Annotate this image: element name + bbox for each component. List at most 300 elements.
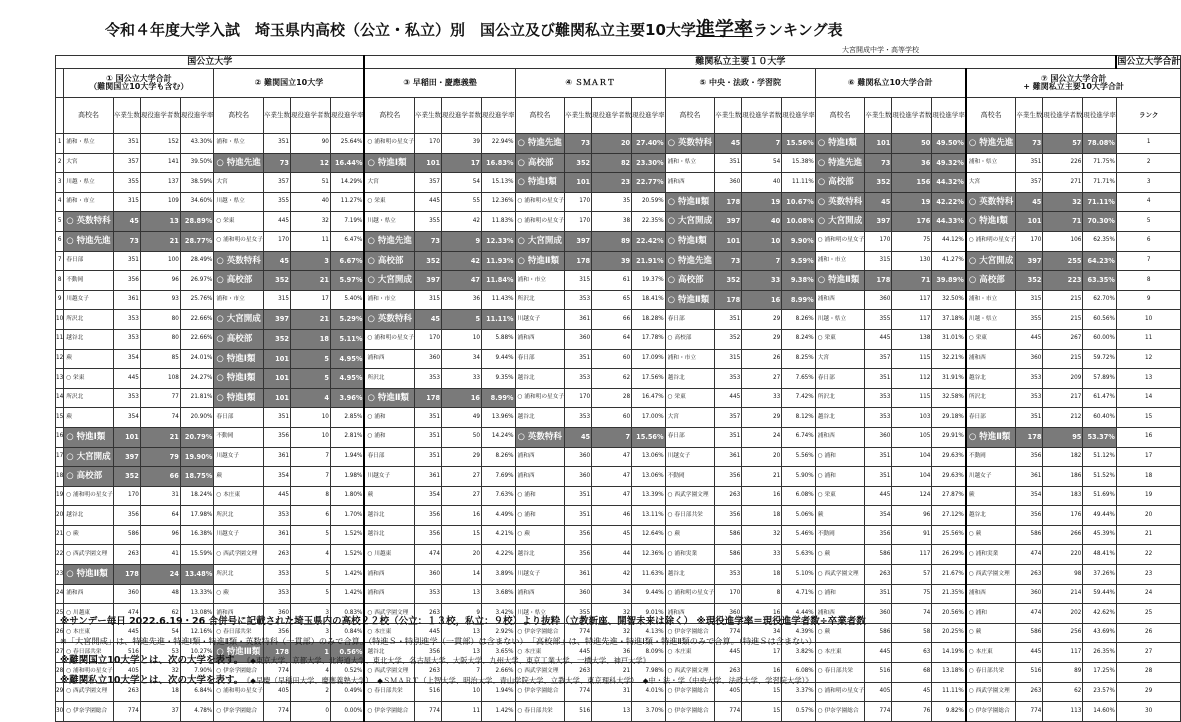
school-name-cell: 越谷北 bbox=[665, 369, 715, 389]
entrants-cell: 7 bbox=[592, 427, 632, 447]
grads-cell: 586 bbox=[715, 545, 742, 565]
grads-cell: 445 bbox=[565, 643, 592, 663]
school-name-cell: ○ 高校部 bbox=[815, 173, 865, 193]
entrants-cell: 32 bbox=[592, 623, 632, 643]
table-row bbox=[56, 290, 1181, 310]
grads-cell: 356 bbox=[415, 525, 442, 545]
school-name-cell: 蕨 bbox=[214, 467, 264, 487]
rate-header: 現役進学率 bbox=[330, 98, 364, 134]
school-header: 高校名 bbox=[364, 98, 414, 134]
entrants-cell: 93 bbox=[140, 290, 180, 310]
grads-cell: 353 bbox=[263, 506, 290, 526]
entrants-cell: 13 bbox=[592, 702, 632, 722]
grads-cell: 351 bbox=[263, 134, 290, 154]
entrants-cell: 28 bbox=[592, 388, 632, 408]
grads-cell: 353 bbox=[1016, 388, 1043, 408]
footer-line-2 bbox=[60, 632, 960, 652]
school-name-cell: 川越女子 bbox=[966, 467, 1016, 487]
rate-cell: 29.63% bbox=[932, 447, 966, 467]
rank-number: 30 bbox=[56, 702, 64, 722]
rate-cell: 42.22% bbox=[932, 192, 966, 212]
school-header: 高校名 bbox=[515, 98, 565, 134]
grads-cell: 73 bbox=[565, 134, 592, 154]
entrants-cell: 18 bbox=[742, 506, 782, 526]
school-name-cell: ○ 特進先進 bbox=[214, 153, 264, 173]
rank-number: 3 bbox=[56, 173, 64, 193]
entrants-cell: 57 bbox=[1043, 134, 1083, 154]
entrants-cell: 152 bbox=[140, 134, 180, 154]
rate-cell: 17.09% bbox=[632, 349, 666, 369]
entrants-cell: 271 bbox=[1043, 173, 1083, 193]
school-name-cell: 所沢北 bbox=[64, 388, 114, 408]
school-name-cell: ○ 特進Ⅰ類 bbox=[815, 134, 865, 154]
school-name-cell: 越谷北 bbox=[515, 408, 565, 428]
school-name-cell: 川越女子 bbox=[364, 467, 414, 487]
table-row bbox=[56, 486, 1181, 506]
table-row bbox=[56, 134, 1181, 154]
entrants-cell: 54 bbox=[442, 173, 482, 193]
grads-cell: 405 bbox=[715, 682, 742, 702]
rate-cell: 18.24% bbox=[180, 486, 214, 506]
rank-number-right: 21 bbox=[1116, 525, 1181, 545]
grads-cell: 353 bbox=[113, 310, 140, 330]
school-name-cell: ○ 高校部 bbox=[214, 329, 264, 349]
rate-cell: 32.50% bbox=[932, 290, 966, 310]
entrants-cell: 7 bbox=[290, 467, 330, 487]
grads-cell: 354 bbox=[263, 467, 290, 487]
entrants-cell: 19 bbox=[892, 192, 932, 212]
rate-cell: 7.19% bbox=[330, 212, 364, 232]
rank-number: 18 bbox=[56, 467, 64, 487]
rate-cell: 11.84% bbox=[482, 271, 516, 291]
grads-cell: 774 bbox=[565, 682, 592, 702]
rate-cell: 18.75% bbox=[180, 467, 214, 487]
rate-cell: 14.24% bbox=[482, 427, 516, 447]
entrants-cell: 47 bbox=[442, 271, 482, 291]
entrants-cell: 176 bbox=[892, 212, 932, 232]
entrants-cell: 44 bbox=[592, 545, 632, 565]
grads-cell: 361 bbox=[715, 447, 742, 467]
entrants-cell: 137 bbox=[140, 173, 180, 193]
school-name-cell: ○ 特進Ⅱ類 bbox=[64, 565, 114, 585]
rate-cell: 21.35% bbox=[932, 584, 966, 604]
rate-cell: 11.43% bbox=[482, 290, 516, 310]
school-name-cell: ○ 特進Ⅰ類 bbox=[364, 153, 414, 173]
rate-cell: 1.42% bbox=[330, 565, 364, 585]
rate-cell: 11.11% bbox=[932, 682, 966, 702]
rank-number-right: 26 bbox=[1116, 623, 1181, 643]
grads-cell: 170 bbox=[865, 231, 892, 251]
entrants-cell: 10 bbox=[442, 682, 482, 702]
grads-cell: 774 bbox=[715, 623, 742, 643]
school-name-cell: ○ 蕨 bbox=[815, 545, 865, 565]
school-name-cell: 所沢北 bbox=[64, 310, 114, 330]
school-name-cell: 浦和西 bbox=[364, 565, 414, 585]
school-name-cell: ○ 特進先進 bbox=[515, 134, 565, 154]
rank-number-right: 30 bbox=[1116, 702, 1181, 722]
grads-header: 卒業生数 bbox=[415, 98, 442, 134]
rank-number-right: 12 bbox=[1116, 349, 1181, 369]
grads-cell: 263 bbox=[415, 604, 442, 624]
grads-cell: 73 bbox=[715, 251, 742, 271]
table-row bbox=[56, 565, 1181, 585]
school-name-cell: ○ 春日部共栄 bbox=[665, 506, 715, 526]
rank-number: 1 bbox=[56, 134, 64, 154]
entrants-cell: 141 bbox=[140, 153, 180, 173]
rate-cell: 6.08% bbox=[782, 663, 816, 683]
grads-cell: 352 bbox=[263, 271, 290, 291]
entrants-cell: 112 bbox=[892, 369, 932, 389]
grads-header: 卒業生数 bbox=[715, 98, 742, 134]
rate-cell: 19.37% bbox=[632, 271, 666, 291]
table-row bbox=[56, 447, 1181, 467]
school-name-cell: ○ 特進先進 bbox=[966, 134, 1016, 154]
rate-cell: 37.26% bbox=[1083, 565, 1117, 585]
rate-cell: 78.08% bbox=[1083, 134, 1117, 154]
school-name-cell: 浦和・市立 bbox=[966, 290, 1016, 310]
grads-cell: 315 bbox=[865, 251, 892, 271]
grads-cell: 445 bbox=[865, 486, 892, 506]
grads-cell: 361 bbox=[565, 310, 592, 330]
table-row bbox=[56, 369, 1181, 389]
entrants-cell: 6 bbox=[290, 506, 330, 526]
grads-cell: 474 bbox=[1016, 545, 1043, 565]
grads-cell: 397 bbox=[415, 271, 442, 291]
grads-cell: 774 bbox=[565, 623, 592, 643]
footer-omiya-note: ※「大宮開成」は、特進先進・特進Ⅰ類・特進Ⅱ類・英数特科（一貫部）のみで合算。（特進Ｓ・特別進学（一貫部）は含まない） bbox=[60, 635, 524, 646]
entrants-cell: 4 bbox=[290, 388, 330, 408]
school-header: 高校名 bbox=[64, 98, 114, 134]
group-label: 中央・法政・学習院 bbox=[708, 77, 781, 87]
school-name-cell: ○ 西武学園文理 bbox=[64, 545, 114, 565]
entrants-cell: 40 bbox=[290, 192, 330, 212]
grads-cell: 360 bbox=[415, 349, 442, 369]
grads-cell: 315 bbox=[565, 271, 592, 291]
school-name-cell: 春日部 bbox=[815, 369, 865, 389]
school-name-cell: ○ 特進Ⅰ類 bbox=[665, 231, 715, 251]
grads-cell: 355 bbox=[263, 192, 290, 212]
rank-number-right: 1 bbox=[1116, 134, 1181, 154]
grads-cell: 263 bbox=[113, 545, 140, 565]
school-header: 高校名 bbox=[815, 98, 865, 134]
school-name-cell: ○ 西武学園文理 bbox=[815, 565, 865, 585]
rate-cell: 49.50% bbox=[932, 134, 966, 154]
grads-cell: 263 bbox=[113, 682, 140, 702]
school-name-cell: ○ 特進Ⅰ類 bbox=[966, 212, 1016, 232]
entrants-header: 現役進学者数 bbox=[1043, 98, 1083, 134]
rate-cell: 6.47% bbox=[330, 231, 364, 251]
grads-cell: 353 bbox=[865, 388, 892, 408]
grads-cell: 357 bbox=[1016, 173, 1043, 193]
entrants-cell: 33 bbox=[742, 388, 782, 408]
entrants-cell: 255 bbox=[1043, 251, 1083, 271]
school-name-cell: ○ 大宮開成 bbox=[515, 231, 565, 251]
rank-number-right: 19 bbox=[1116, 486, 1181, 506]
school-name-cell: 川越女子 bbox=[214, 447, 264, 467]
entrants-cell: 14 bbox=[442, 565, 482, 585]
entrants-cell: 17 bbox=[742, 643, 782, 663]
rate-cell: 7.63% bbox=[482, 486, 516, 506]
grads-cell: 474 bbox=[113, 604, 140, 624]
school-name-cell: ○ 高校部 bbox=[966, 271, 1016, 291]
grads-cell: 263 bbox=[715, 486, 742, 506]
school-name-cell: 越谷北 bbox=[665, 565, 715, 585]
rate-cell: 1.94% bbox=[482, 682, 516, 702]
rate-cell: 5.10% bbox=[782, 565, 816, 585]
school-name-cell: 浦和・市立 bbox=[364, 290, 414, 310]
grads-cell: 352 bbox=[715, 271, 742, 291]
school-name-cell: ○ 栄東 bbox=[364, 192, 414, 212]
grads-cell: 356 bbox=[415, 506, 442, 526]
rank-number-right: 4 bbox=[1116, 192, 1181, 212]
school-name-cell: 越谷北 bbox=[966, 506, 1016, 526]
grads-cell: 774 bbox=[865, 702, 892, 722]
grads-cell: 178 bbox=[565, 251, 592, 271]
school-name-cell: ○ 大宮開成 bbox=[364, 271, 414, 291]
entrants-cell: 58 bbox=[892, 623, 932, 643]
school-name-cell: 不動岡 bbox=[665, 467, 715, 487]
group-row bbox=[56, 69, 1181, 98]
entrants-cell: 77 bbox=[140, 388, 180, 408]
grads-cell: 354 bbox=[415, 486, 442, 506]
entrants-cell: 220 bbox=[1043, 545, 1083, 565]
school-name-cell: 浦和・市立 bbox=[64, 192, 114, 212]
entrants-cell: 37 bbox=[140, 702, 180, 722]
group-label: 早稲田・慶應義塾 bbox=[412, 77, 477, 87]
grads-cell: 45 bbox=[1016, 192, 1043, 212]
rate-cell: 16.83% bbox=[482, 153, 516, 173]
rate-cell: 21.81% bbox=[180, 388, 214, 408]
rate-header: 現役進学率 bbox=[632, 98, 666, 134]
rate-cell: 10.67% bbox=[782, 192, 816, 212]
school-name-cell: ○ 伊奈学園総合 bbox=[966, 702, 1016, 722]
rank-number-right: 5 bbox=[1116, 212, 1181, 232]
grads-cell: 361 bbox=[415, 467, 442, 487]
rate-cell: 13.48% bbox=[180, 565, 214, 585]
entrants-cell: 7 bbox=[742, 134, 782, 154]
entrants-cell: 21 bbox=[140, 231, 180, 251]
group-header-6 bbox=[815, 69, 966, 98]
footer-national-list: 《◆東京大学、京都大学、北海道大学、東北大学、名古屋大学、大阪大学、九州大学、東京工業大学、一橋大学、神戸大学》 bbox=[246, 656, 650, 665]
school-name-cell: ○ 英数特科 bbox=[815, 192, 865, 212]
rate-cell: 4.95% bbox=[330, 369, 364, 389]
rate-cell: 7.42% bbox=[782, 388, 816, 408]
entrants-cell: 29 bbox=[742, 329, 782, 349]
rate-cell: 5.63% bbox=[782, 545, 816, 565]
school-name-cell: ○ 蕨 bbox=[515, 525, 565, 545]
grads-cell: 357 bbox=[415, 173, 442, 193]
entrants-header: 現役進学者数 bbox=[290, 98, 330, 134]
grads-cell: 360 bbox=[565, 447, 592, 467]
group-number: ④ bbox=[565, 77, 573, 87]
rate-cell: 13.08% bbox=[180, 604, 214, 624]
grads-cell: 397 bbox=[1016, 251, 1043, 271]
grads-cell: 397 bbox=[263, 310, 290, 330]
entrants-cell: 4 bbox=[290, 545, 330, 565]
school-name-cell: ○ 西武学園文理 bbox=[966, 565, 1016, 585]
entrants-cell: 34 bbox=[592, 584, 632, 604]
grads-cell: 351 bbox=[415, 408, 442, 428]
school-name-cell: ○ 本庄東 bbox=[364, 623, 414, 643]
school-name-cell: 大宮 bbox=[364, 173, 414, 193]
rate-cell: 27.87% bbox=[932, 486, 966, 506]
grads-cell: 516 bbox=[565, 702, 592, 722]
school-name-cell: 大宮 bbox=[64, 153, 114, 173]
entrants-cell: 68 bbox=[892, 663, 932, 683]
school-name-cell: ○ 浦和 bbox=[815, 467, 865, 487]
rate-cell: 13.06% bbox=[632, 467, 666, 487]
school-name-cell: 浦和・市立 bbox=[665, 349, 715, 369]
grads-cell: 356 bbox=[715, 506, 742, 526]
entrants-cell: 76 bbox=[892, 702, 932, 722]
entrants-cell: 82 bbox=[592, 153, 632, 173]
footer-koukoubu-note: 「高校部」は、特進先進・特進Ⅰ類・特進Ⅱ類のみで合算。（特進Ｓは含まない） bbox=[531, 635, 817, 646]
entrants-cell: 40 bbox=[742, 212, 782, 232]
grads-cell: 263 bbox=[715, 663, 742, 683]
entrants-cell: 3 bbox=[290, 251, 330, 271]
rate-cell: 29.91% bbox=[932, 427, 966, 447]
rank-number: 16 bbox=[56, 427, 64, 447]
grads-cell: 101 bbox=[1016, 212, 1043, 232]
rank-number: 12 bbox=[56, 349, 64, 369]
rate-cell: 23.30% bbox=[632, 153, 666, 173]
school-name-cell: 蕨 bbox=[815, 506, 865, 526]
school-name-cell: ○ 西武学園文理 bbox=[966, 682, 1016, 702]
entrants-cell: 109 bbox=[140, 192, 180, 212]
rate-cell: 17.25% bbox=[1083, 663, 1117, 683]
school-name-cell: ○ 特進Ⅱ類 bbox=[515, 251, 565, 271]
school-name-cell: 越谷北 bbox=[64, 506, 114, 526]
rate-cell: 15.56% bbox=[632, 427, 666, 447]
entrants-cell: 223 bbox=[1043, 271, 1083, 291]
school-name-cell: 浦和西 bbox=[515, 329, 565, 349]
rank-number-right: 22 bbox=[1116, 545, 1181, 565]
table-row bbox=[56, 153, 1181, 173]
rate-cell: 0.49% bbox=[330, 682, 364, 702]
school-name-cell: ○ 大宮開成 bbox=[64, 447, 114, 467]
school-name-cell: ○ 特進Ⅰ類 bbox=[214, 388, 264, 408]
grads-header: 卒業生数 bbox=[1016, 98, 1043, 134]
school-name-cell: ○ 本庄東 bbox=[214, 486, 264, 506]
entrants-cell: 5 bbox=[290, 369, 330, 389]
grads-cell: 360 bbox=[415, 565, 442, 585]
rate-cell: 70.30% bbox=[1083, 212, 1117, 232]
entrants-cell: 117 bbox=[892, 310, 932, 330]
grads-cell: 405 bbox=[263, 682, 290, 702]
entrants-cell: 79 bbox=[140, 447, 180, 467]
school-name-cell: ○ 浦和明の星女子 bbox=[64, 663, 114, 683]
school-name-cell: ○ 浦和明の星女子 bbox=[214, 682, 264, 702]
group-spacer bbox=[56, 69, 64, 98]
school-name-cell: ○ 本庄東 bbox=[64, 623, 114, 643]
grads-cell: 356 bbox=[565, 525, 592, 545]
grads-cell: 352 bbox=[865, 173, 892, 193]
entrants-cell: 55 bbox=[442, 192, 482, 212]
school-name-cell: ○ 西武学園文理 bbox=[214, 545, 264, 565]
footer-line-4 bbox=[60, 671, 960, 691]
rate-cell: 9.90% bbox=[782, 231, 816, 251]
grads-cell: 354 bbox=[865, 506, 892, 526]
rate-cell: 4.49% bbox=[482, 506, 516, 526]
group-number: ⑤ bbox=[699, 77, 707, 87]
entrants-cell: 34 bbox=[442, 349, 482, 369]
school-name-cell: ○ 本庄東 bbox=[665, 643, 715, 663]
grads-cell: 178 bbox=[415, 388, 442, 408]
rate-cell: 14.60% bbox=[1083, 702, 1117, 722]
grads-cell: 397 bbox=[113, 447, 140, 467]
rate-cell: 4.78% bbox=[180, 702, 214, 722]
grads-cell: 170 bbox=[565, 212, 592, 232]
rate-cell: 1.42% bbox=[482, 702, 516, 722]
entrants-cell: 3 bbox=[290, 623, 330, 643]
grads-cell: 516 bbox=[113, 643, 140, 663]
rate-cell: 5.97% bbox=[330, 271, 364, 291]
school-name-cell: ○ 特進Ⅰ類 bbox=[64, 427, 114, 447]
grads-cell: 360 bbox=[565, 584, 592, 604]
entrants-cell: 27 bbox=[742, 369, 782, 389]
rate-cell: 8.12% bbox=[782, 408, 816, 428]
entrants-cell: 46 bbox=[592, 506, 632, 526]
grads-cell: 356 bbox=[565, 545, 592, 565]
school-name-cell: ○ 高校部 bbox=[364, 251, 414, 271]
grads-cell: 356 bbox=[263, 427, 290, 447]
school-name-cell: ○ 特進先進 bbox=[815, 153, 865, 173]
entrants-cell: 13 bbox=[442, 643, 482, 663]
rate-cell: 25.56% bbox=[932, 525, 966, 545]
entrants-cell: 5 bbox=[290, 525, 330, 545]
entrants-cell: 32 bbox=[140, 663, 180, 683]
rate-cell: 16.47% bbox=[632, 388, 666, 408]
school-name-cell: 越谷北 bbox=[815, 408, 865, 428]
rate-cell: 34.60% bbox=[180, 192, 214, 212]
entrants-cell: 9 bbox=[442, 231, 482, 251]
school-name-cell: ○ 伊奈学園総合 bbox=[364, 702, 414, 722]
entrants-cell: 15 bbox=[442, 525, 482, 545]
rate-cell: 31.01% bbox=[932, 329, 966, 349]
entrants-cell: 74 bbox=[140, 408, 180, 428]
rank-number: 2 bbox=[56, 153, 64, 173]
rate-cell: 22.94% bbox=[482, 134, 516, 154]
group-header-1 bbox=[64, 69, 214, 98]
table-row bbox=[56, 545, 1181, 565]
rate-cell: 25.64% bbox=[330, 134, 364, 154]
group-header-4 bbox=[515, 69, 665, 98]
grads-cell: 361 bbox=[263, 525, 290, 545]
grads-cell: 170 bbox=[1016, 231, 1043, 251]
school-name-cell: ○ 浦和明の星女子 bbox=[515, 388, 565, 408]
rate-cell: 11.83% bbox=[482, 212, 516, 232]
entrants-cell: 32 bbox=[290, 212, 330, 232]
school-name-cell: ○ 西武学園文理 bbox=[364, 663, 414, 683]
rank-number-right: 10 bbox=[1116, 310, 1181, 330]
grads-cell: 361 bbox=[1016, 467, 1043, 487]
entrants-cell: 62 bbox=[592, 369, 632, 389]
group-header-7 bbox=[966, 69, 1181, 98]
entrants-cell: 31 bbox=[140, 486, 180, 506]
rate-cell: 6.84% bbox=[180, 682, 214, 702]
school-name-cell: ○ 西武学園文理 bbox=[665, 663, 715, 683]
entrants-cell: 13 bbox=[140, 212, 180, 232]
entrants-header: 現役進学者数 bbox=[742, 98, 782, 134]
rank-number: 28 bbox=[56, 663, 64, 683]
entrants-cell: 24 bbox=[140, 565, 180, 585]
grads-cell: 360 bbox=[263, 604, 290, 624]
rate-cell: 28.77% bbox=[180, 231, 214, 251]
rate-cell: 4.39% bbox=[782, 623, 816, 643]
rate-cell: 0.56% bbox=[330, 643, 364, 663]
grads-cell: 445 bbox=[715, 388, 742, 408]
school-name-cell: ○ 特進先進 bbox=[64, 231, 114, 251]
